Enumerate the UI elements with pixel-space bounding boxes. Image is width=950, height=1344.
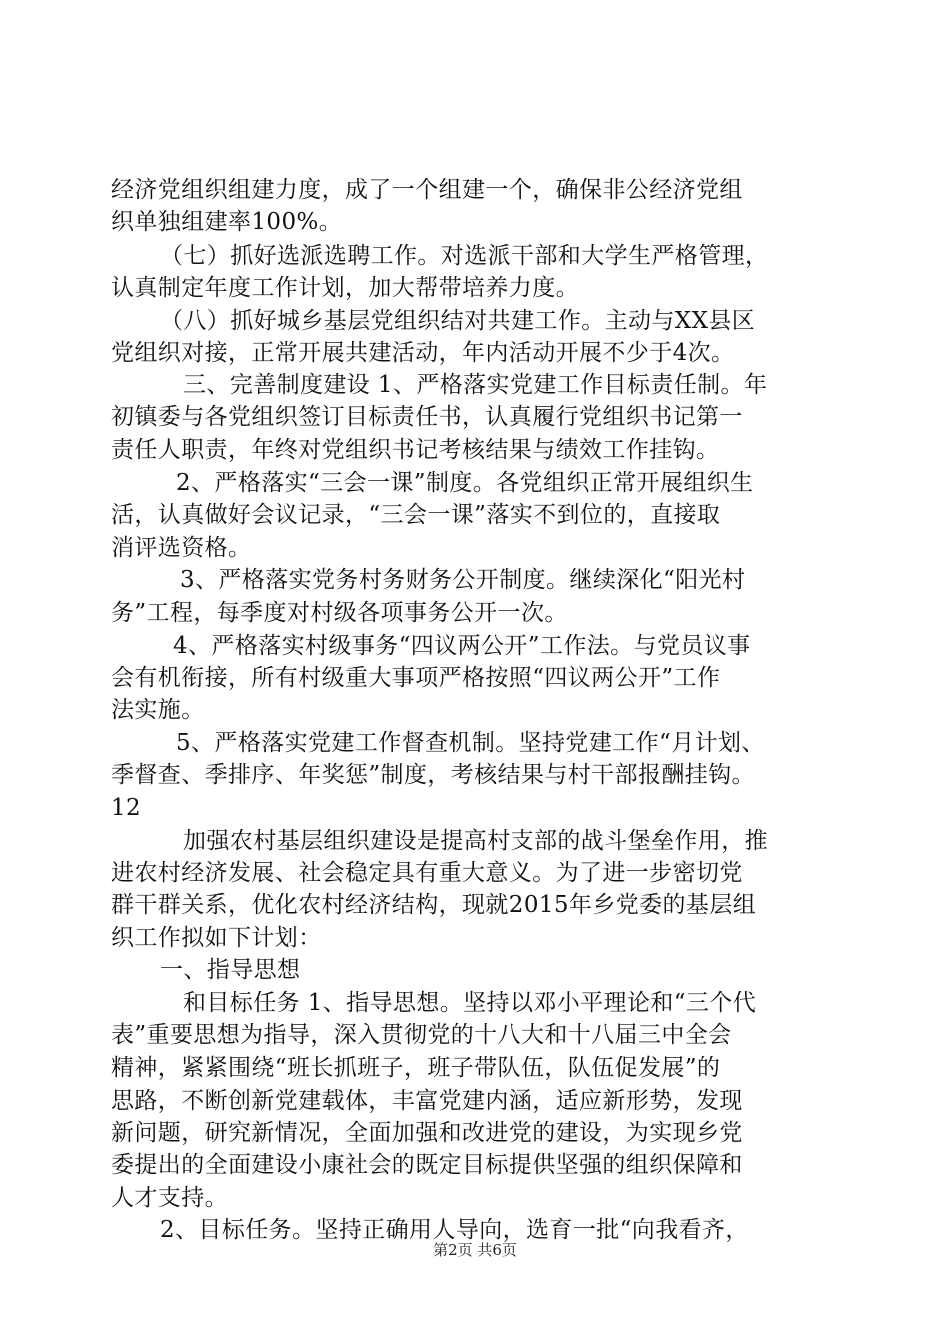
text-line: 新问题，研究新情况，全面加强和改进党的建设，为实现乡党 xyxy=(111,1120,743,1146)
text-line: 法实施。 xyxy=(111,697,205,723)
text-line: 织工作拟如下计划： xyxy=(111,925,322,951)
text-line: 活，认真做好会议记录，“三会一课”落实不到位的，直接取 xyxy=(111,502,721,528)
text-line: 人才支持。 xyxy=(111,1185,228,1211)
text-line: 委提出的全面建设小康社会的既定目标提供坚强的组织保障和 xyxy=(111,1152,743,1178)
text-line: 群干群关系，优化农村经济结构，现就2015年乡党委的基层组 xyxy=(111,892,757,918)
text-line: 季督查、季排序、年奖惩”制度，考核结果与村干部报酬挂钩。 xyxy=(111,762,755,788)
text-line: （八）抓好城乡基层党组织结对共建工作。主动与XX县区 xyxy=(160,308,756,334)
text-line: 2、严格落实“三会一课”制度。各党组织正常开展组织生 xyxy=(176,470,754,496)
text-line: 12 xyxy=(111,795,142,821)
text-line: 认真制定年度工作计划，加大帮带培养力度。 xyxy=(111,275,579,301)
text-line: （七）抓好选派选聘工作。对选派干部和大学生严格管理， xyxy=(160,243,769,269)
text-line: 5、严格落实党建工作督查机制。坚持党建工作“月计划、 xyxy=(176,730,765,756)
text-line: 加强农村基层组织建设是提高村支部的战斗堡垒作用，推 xyxy=(183,828,768,854)
text-line: 消评选资格。 xyxy=(111,535,252,561)
page-number-footer: 第2页 共6页 xyxy=(433,1241,517,1259)
text-line: 和目标任务 1、指导思想。坚持以邓小平理论和“三个代 xyxy=(183,990,757,1016)
text-line: 精神，紧紧围绕“班长抓班子，班子带队伍，队伍促发展”的 xyxy=(111,1055,721,1081)
text-line: 表”重要思想为指导，深入贯彻党的十八大和十八届三中全会 xyxy=(111,1022,732,1048)
text-line: 初镇委与各党组织签订目标责任书，认真履行党组织书记第一 xyxy=(111,404,743,430)
text-line: 经济党组织组建力度，成了一个组建一个，确保非公经济党组 xyxy=(111,177,743,203)
text-line: 三、完善制度建设 1、严格落实党建工作目标责任制。年 xyxy=(183,372,768,398)
text-line: 思路，不断创新党建载体，丰富党建内涵，适应新形势，发现 xyxy=(111,1088,743,1114)
text-line: 务”工程，每季度对村级各项事务公开一次。 xyxy=(111,600,568,626)
text-line: 一、指导思想 xyxy=(160,957,301,983)
text-line: 3、严格落实党务村务财务公开制度。继续深化“阳光村 xyxy=(180,567,746,593)
text-line: 进农村经济发展、社会稳定具有重大意义。为了进一步密切党 xyxy=(111,860,743,886)
text-line: 责任人职责，年终对党组织书记考核结果与绩效工作挂钩。 xyxy=(111,437,720,463)
text-line: 织单独组建率100%。 xyxy=(111,209,343,235)
text-line: 党组织对接，正常开展共建活动，年内活动开展不少于4次。 xyxy=(111,340,735,366)
text-line: 会有机衔接，所有村级重大事项严格按照“四议两公开”工作 xyxy=(111,665,721,691)
text-line: 4、严格落实村级事务“四议两公开”工作法。与党员议事 xyxy=(173,633,751,659)
text-line: 2、目标任务。坚持正确用人导向，选育一批“向我看齐， xyxy=(160,1217,749,1243)
